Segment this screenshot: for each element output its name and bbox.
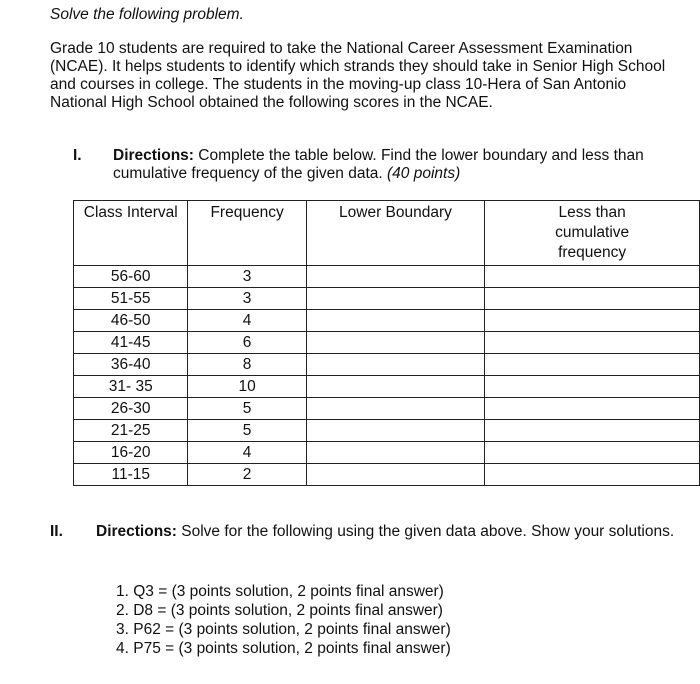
section-2-directions xyxy=(96,523,676,541)
cell-frequency: 5 xyxy=(188,420,306,442)
cell-less-than-cf[interactable] xyxy=(485,376,700,398)
cell-frequency: 10 xyxy=(188,376,306,398)
cell-less-than-cf[interactable] xyxy=(485,398,700,420)
table-body xyxy=(74,266,700,486)
cell-class-interval: 41-45 xyxy=(74,332,188,354)
frequency-table xyxy=(73,200,700,486)
table-header-row xyxy=(74,201,700,266)
table-row xyxy=(74,332,700,354)
cell-class-interval: 16-20 xyxy=(74,442,188,464)
task-item: 3. P62 = (3 points solution, 2 points final answer) xyxy=(116,621,451,638)
cell-frequency: 4 xyxy=(188,442,306,464)
section-2-text: Solve for the following using the given data above. Show your solutions. xyxy=(176,523,675,540)
cell-lower-boundary[interactable] xyxy=(306,398,485,420)
cell-lower-boundary[interactable] xyxy=(306,420,485,442)
cell-less-than-cf[interactable] xyxy=(485,442,700,464)
cell-lower-boundary[interactable] xyxy=(306,376,485,398)
cell-lower-boundary[interactable] xyxy=(306,288,485,310)
table-row xyxy=(74,398,700,420)
section-2-label: Directions: xyxy=(96,523,177,540)
problem-intro: Grade 10 students are required to take the National Career Assessment Examination (NCAE). It helps students to identify which strands they should take in Senior High School and courses in college. The students in the moving-up class 10-Hera of San Antonio National High School obtained the following scores in the NCAE. xyxy=(50,40,666,111)
cell-less-than-cf[interactable] xyxy=(485,420,700,442)
cell-lower-boundary[interactable] xyxy=(306,310,485,332)
section-2-number: II. xyxy=(50,523,63,540)
cell-lower-boundary[interactable] xyxy=(306,332,485,354)
cell-frequency: 5 xyxy=(188,398,306,420)
cell-less-than-cf[interactable] xyxy=(485,310,700,332)
cell-class-interval: 46-50 xyxy=(74,310,188,332)
cell-frequency: 8 xyxy=(188,354,306,376)
cell-class-interval: 21-25 xyxy=(74,420,188,442)
task-item: 2. D8 = (3 points solution, 2 points final answer) xyxy=(116,602,443,619)
cell-class-interval: 36-40 xyxy=(74,354,188,376)
cell-class-interval: 51-55 xyxy=(74,288,188,310)
section-1-number: I. xyxy=(73,147,82,164)
cell-lower-boundary[interactable] xyxy=(306,464,485,486)
table-row xyxy=(74,464,700,486)
table-row xyxy=(74,288,700,310)
cell-less-than-cf[interactable] xyxy=(485,354,700,376)
task-item: 4. P75 = (3 points solution, 2 points final answer) xyxy=(116,640,451,657)
cell-less-than-cf[interactable] xyxy=(485,266,700,288)
cell-class-interval: 11-15 xyxy=(74,464,188,486)
table-row xyxy=(74,420,700,442)
cell-frequency: 6 xyxy=(188,332,306,354)
cell-frequency: 3 xyxy=(188,266,306,288)
cell-less-than-cf[interactable] xyxy=(485,464,700,486)
task-item: 1. Q3 = (3 points solution, 2 points final answer) xyxy=(116,583,444,600)
section-1-label: Directions: xyxy=(113,147,194,164)
section-1-points: (40 points) xyxy=(387,165,461,182)
cell-frequency: 2 xyxy=(188,464,306,486)
table-row xyxy=(74,310,700,332)
cell-less-than-cf[interactable] xyxy=(485,288,700,310)
section-1-text: Complete the table below. Find the lower boundary and less than cumulative frequency of the given data. xyxy=(113,147,644,182)
cell-lower-boundary[interactable] xyxy=(306,266,485,288)
header-class-interval: Class Interval xyxy=(74,201,188,266)
table-row xyxy=(74,354,700,376)
table-row xyxy=(74,376,700,398)
cell-frequency: 4 xyxy=(188,310,306,332)
cell-frequency: 3 xyxy=(188,288,306,310)
cell-lower-boundary[interactable] xyxy=(306,354,485,376)
header-frequency: Frequency xyxy=(188,201,306,266)
header-lower-boundary: Lower Boundary xyxy=(306,201,485,266)
table-row xyxy=(74,442,700,464)
problem-heading: Solve the following problem. xyxy=(50,6,244,23)
header-less-than-cf: Less than cumulative frequency xyxy=(485,201,700,266)
cell-class-interval: 56-60 xyxy=(74,266,188,288)
cell-class-interval: 26-30 xyxy=(74,398,188,420)
cell-class-interval: 31- 35 xyxy=(74,376,188,398)
task-list xyxy=(116,582,451,658)
cell-lower-boundary[interactable] xyxy=(306,442,485,464)
cell-less-than-cf[interactable] xyxy=(485,332,700,354)
table-row xyxy=(74,266,700,288)
section-1-directions xyxy=(113,147,673,183)
